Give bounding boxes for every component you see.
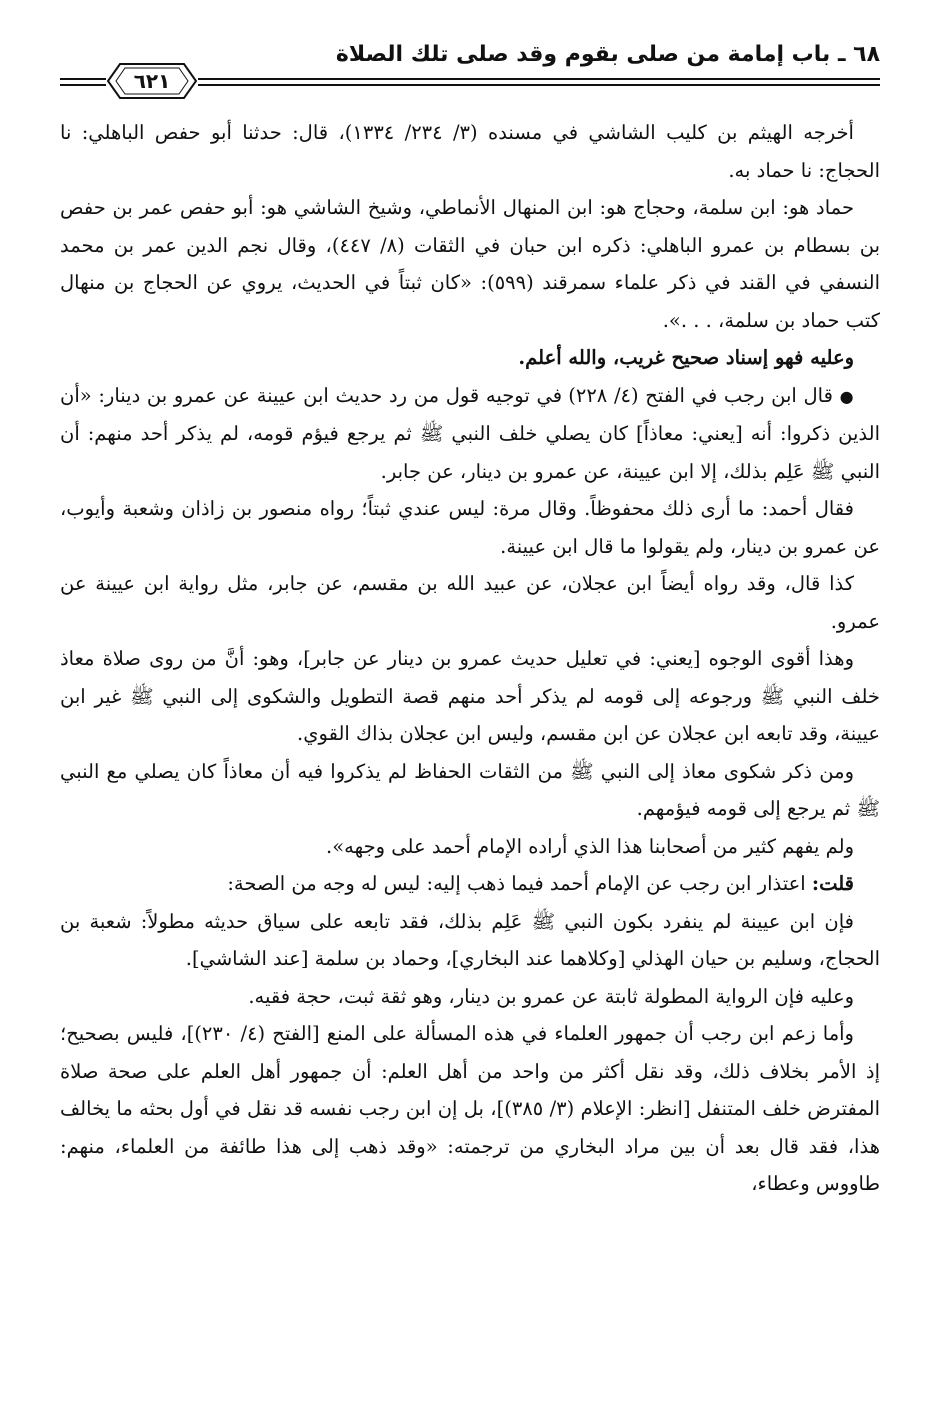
paragraph-text: وأما زعم ابن رجب أن جمهور العلماء في هذه المسألة على المنع [الفتح (٤/ ٢٣٠)]، فليس بصحيح؛ إذ الأمر بخلاف ذلك، وقد نقل أكثر من واحد من أهل العلم: أن جمهور أهل العلم على صحة صلاة المفترض خلف المتنفل [انظر: الإعلام (٣/ ٣٨٥)]، بل إن ابن رجب نفسه قد نقل في أول بحثه ما يخالف هذا، فقد قال بعد أن بين مراد البخاري من ترجمته: «وقد ذهب إلى هذا طائفة من العلماء، منهم: طاووس وعطاء، (60, 1022, 880, 1195)
paragraph (60, 114, 880, 189)
chapter-title: ٦٨ ـ باب إمامة من صلى بقوم وقد صلى تلك الصلاة (335, 42, 880, 67)
paragraph-text: أخرجه الهيثم بن كليب الشاشي في مسنده (٣/ ٢٣٤/ ١٣٣٤)، قال: حدثنا أبو حفص الباهلي: نا الحجاج: نا حماد به. (60, 121, 880, 182)
paragraph-text: وعليه فهو إسناد صحيح غريب، والله أعلم. (518, 346, 854, 369)
paragraph (60, 490, 880, 565)
page-body (60, 114, 880, 1203)
paragraph-text: فقال أحمد: ما أرى ذلك محفوظاً. وقال مرة: ليس عندي ثبتاً؛ رواه منصور بن زاذان وشعبة وأيوب، عن عمرو بن دينار، ولم يقولوا ما قال ابن عيينة. (60, 497, 880, 558)
paragraph-text: وهذا أقوى الوجوه [يعني: في تعليل حديث عمرو بن دينار عن جابر]، وهو: أنَّ من روى صلاة معاذ خلف النبي ﷺ ورجوعه إلى قومه لم يذكر أحد منهم قصة التطويل والشكوى إلى النبي ﷺ غير ابن عيينة، وقد تابعه ابن عجلان عن ابن مقسم، وليس ابن عجلان بذاك القوي. (60, 647, 880, 745)
page-header (60, 38, 880, 100)
paragraph (60, 865, 880, 903)
paragraph-text: ومن ذكر شكوى معاذ إلى النبي ﷺ من الثقات الحفاظ لم يذكروا فيه أن معاذاً كان يصلي مع النبي ﷺ ثم يرجع إلى قومه فيؤمهم. (60, 759, 880, 820)
paragraph (60, 640, 880, 753)
page-number-badge (106, 62, 198, 100)
paragraph (60, 903, 880, 978)
paragraph (60, 828, 880, 866)
paragraph-text: قال ابن رجب في الفتح (٤/ ٢٢٨) في توجيه قول من رد حديث ابن عيينة عن عمرو بن دينار: «أن الذين ذكروا: أنه [يعني: معاذاً] كان يصلي خلف النبي ﷺ ثم يرجع فيؤم قومه، لم يذكر أحد منهم: أن النبي ﷺ عَلِم بذلك، إلا ابن عيينة، عن عمرو بن دينار، عن جابر. (60, 383, 880, 483)
paragraph-text: ولم يفهم كثير من أصحابنا هذا الذي أراده الإمام أحمد على وجهه». (326, 834, 854, 858)
lead-word: قلت: (811, 872, 854, 895)
paragraph-text: كذا قال، وقد رواه أيضاً ابن عجلان، عن عبيد الله بن مقسم، عن جابر، مثل رواية ابن عيينة عن عمرو. (60, 572, 880, 633)
paragraph (60, 1015, 880, 1203)
paragraph (60, 753, 880, 828)
book-page (60, 38, 880, 1378)
paragraph-text: حماد هو: ابن سلمة، وحجاج هو: ابن المنهال الأنماطي، وشيخ الشاشي هو: أبو حفص عمر بن حفص بن بسطام بن عمرو الباهلي: ذكره ابن حبان في الثقات (٨/ ٤٤٧)، وقال نجم الدين عمر بن محمد النسفي في القند في ذكر علماء سمرقند (٥٩٩): «كان ثبتاً في الحديث، يروي عن الحجاج بن منهال كتب حماد بن سلمة، . . .». (60, 196, 880, 332)
paragraph (60, 565, 880, 640)
paragraph-text: اعتذار ابن رجب عن الإمام أحمد فيما ذهب إليه: ليس له وجه من الصحة: (227, 872, 812, 895)
paragraph (60, 377, 880, 491)
paragraph (60, 978, 880, 1016)
paragraph-text: فإن ابن عيينة لم ينفرد بكون النبي ﷺ عَلِم بذلك، فقد تابعه على سياق حديثه مطولاً: شعبة بن الحجاج، وسليم بن حيان الهذلي [وكلاهما عند البخاري]، وحماد بن سلمة [عند الشاشي]. (60, 909, 880, 970)
paragraph-text: وعليه فإن الرواية المطولة ثابتة عن عمرو بن دينار، وهو ثقة ثبت، حجة فقيه. (248, 984, 854, 1008)
page-number: ٦٢١ (133, 69, 171, 93)
conclusion-paragraph (60, 339, 880, 377)
paragraph (60, 189, 880, 339)
bullet-marker-icon: ● (839, 386, 854, 406)
